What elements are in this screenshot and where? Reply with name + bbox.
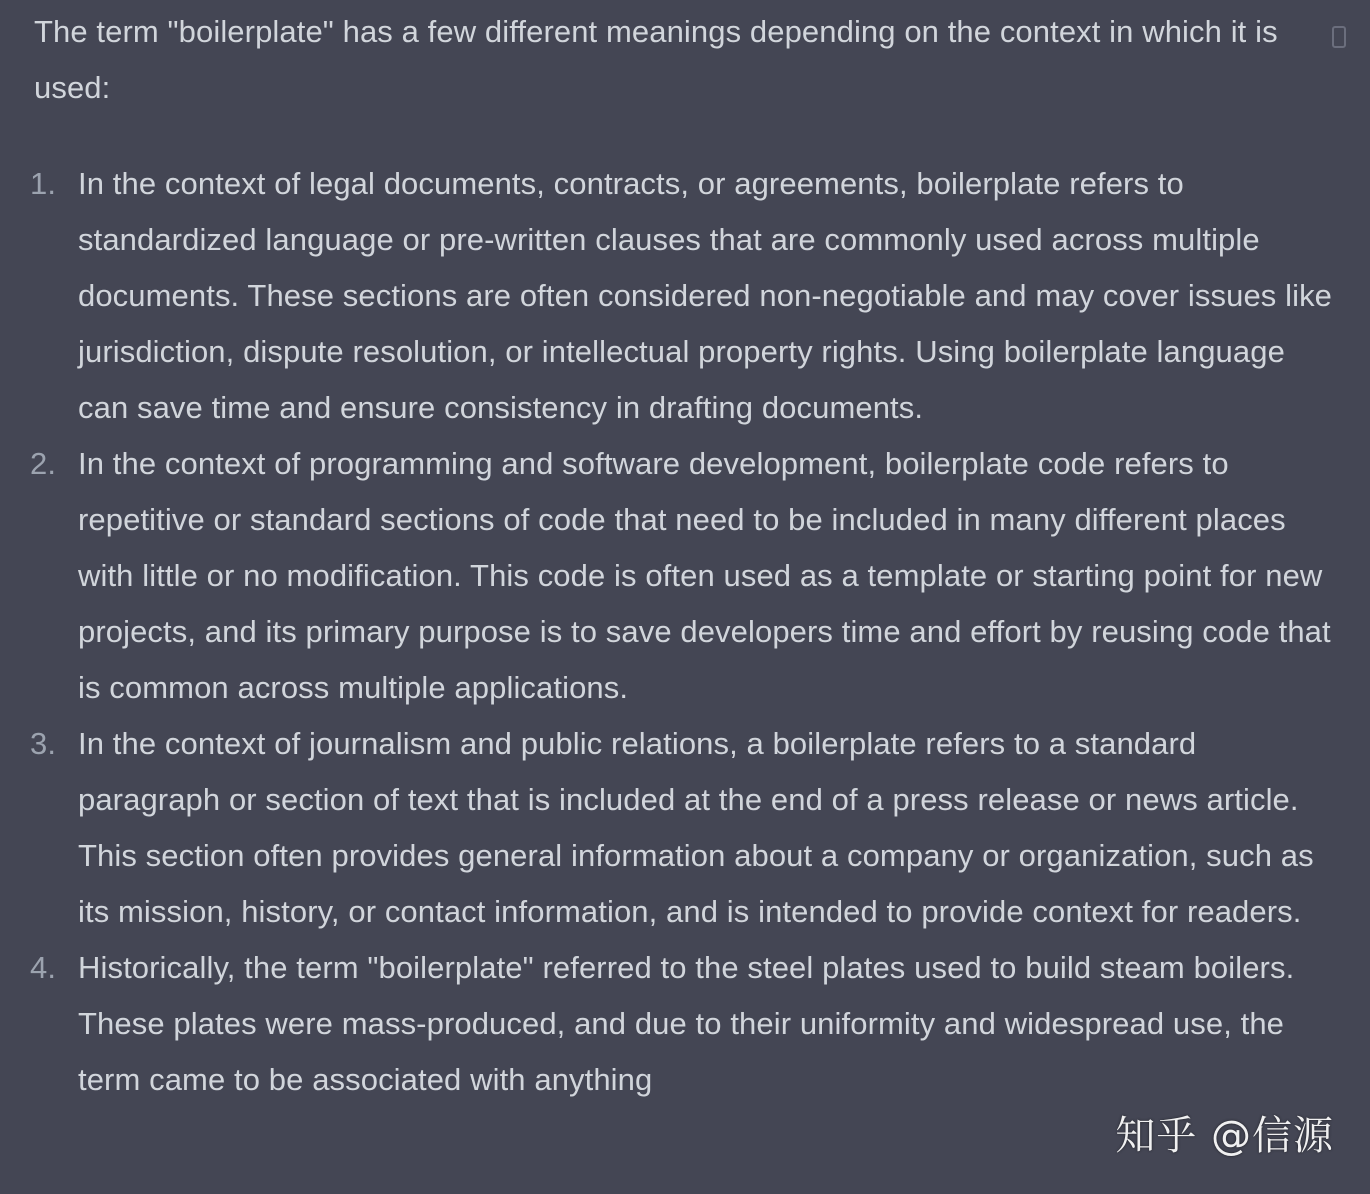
list-item-number: 4. — [30, 950, 57, 985]
list-item-number: 1. — [30, 166, 57, 201]
list-item-text: Historically, the term "boilerplate" referred to the steel plates used to build steam boilers. These plates were mass-produced, and due to their uniformity and widespread use, the term came to be associated with anything — [78, 950, 1295, 1097]
copy-icon[interactable] — [1332, 26, 1346, 48]
list-item-number: 3. — [30, 726, 57, 761]
intro-paragraph: The term "boilerplate" has a few different meanings depending on the context in which it is used: — [34, 14, 1278, 105]
ordered-list — [30, 156, 1340, 1108]
list-item-text: In the context of legal documents, contracts, or agreements, boilerplate refers to standardized language or pre-written clauses that are commonly used across multiple documents. These sections are often considered non-negotiable and may cover issues like jurisdiction, dispute resolution, or intellectual property rights. Using boilerplate language can save time and ensure consistency in drafting documents. — [78, 166, 1333, 425]
list-item-text: In the context of programming and software development, boilerplate code refers to repetitive or standard sections of code that need to be included in many different places with little or no modification. This code is often used as a template or starting point for new projects, and its primary purpose is to save developers time and effort by reusing code that is common across multiple applications. — [78, 446, 1331, 705]
list-item-number: 2. — [30, 446, 57, 481]
list-item — [30, 436, 1340, 716]
assistant-message — [30, 4, 1340, 1108]
list-item — [30, 940, 1340, 1108]
list-item — [30, 716, 1340, 940]
zhihu-watermark: 知乎 @信源 — [1115, 1113, 1334, 1159]
list-item — [30, 156, 1340, 436]
list-item-text: In the context of journalism and public relations, a boilerplate refers to a standard paragraph or section of text that is included at the end of a press release or news article. This section often provides general information about a company or organization, such as its mission, history, or contact information, and is intended to provide context for readers. — [78, 726, 1314, 929]
